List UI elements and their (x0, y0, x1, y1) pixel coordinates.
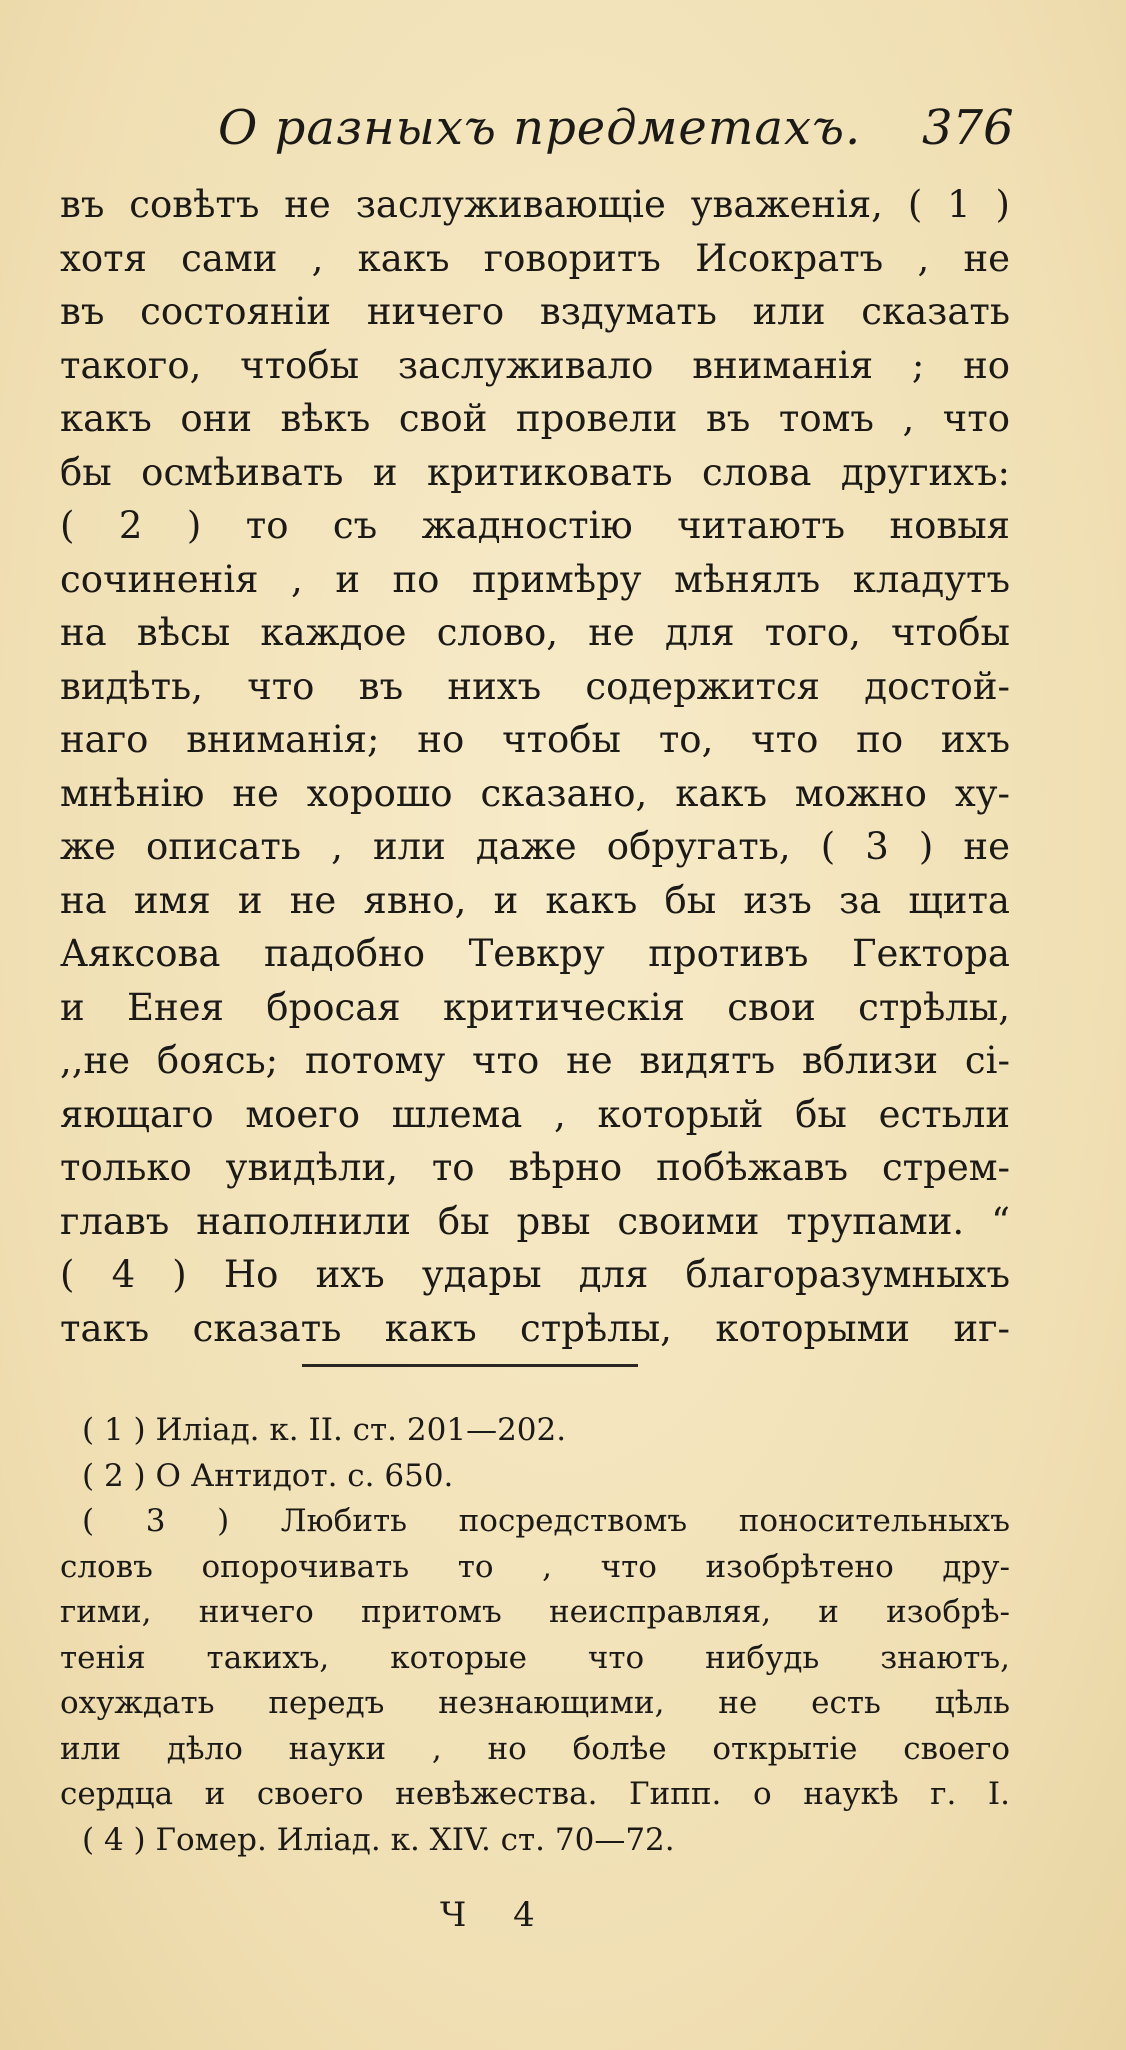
text-line: такого, чтобы заслуживало вниманія ; но (60, 343, 1010, 387)
page-number: 376 (922, 100, 1014, 156)
text-line: такъ сказать какъ стрѣлы, которыми иг- (60, 1306, 1010, 1350)
text-line: Аяксова падобно Тевкру противъ Гектора (60, 932, 1010, 975)
footnote-line: ( 3 ) Любить посредствомъ поносительныхъ (82, 1503, 1010, 1539)
text-line: въ состояніи ничего вздумать или сказать (60, 290, 1010, 333)
footnote-line: словъ опорочивать то , что изобрѣтено дру- (60, 1548, 1010, 1585)
footnote-line: ( 1 ) Иліад. к. II. ст. 201—202. (82, 1412, 567, 1448)
text-line: хотя сами , какъ говоритъ Исократъ , не (60, 236, 1010, 280)
text-line: ( 2 ) то съ жадностію читаютъ новыя (60, 504, 1010, 547)
text-line: бы осмѣивать и критиковать слова другихъ: (60, 450, 1010, 494)
text-line: видѣть, что въ нихъ содержится достой- (60, 664, 1010, 708)
text-line: въ совѣтъ не заслуживающіе уваженія, ( 1 ) (60, 183, 1010, 226)
footnote-line: или дѣло науки , но болѣе открытіе своего (60, 1730, 1010, 1767)
footnote-line: ( 4 ) Гомер. Иліад. к. XIV. ст. 70—72. (82, 1821, 675, 1858)
footnote-line: ( 2 ) О Антидот. с. 650. (82, 1457, 454, 1494)
text-line: на вѣсы каждое слово, не для того, чтобы (60, 611, 1010, 654)
text-line: ( 4 ) Но ихъ удары для благоразумныхъ (60, 1253, 1010, 1296)
running-header (0, 100, 1126, 170)
text-line: наго вниманія; но чтобы то, что по ихъ (60, 718, 1010, 761)
footnote-divider (302, 1364, 638, 1367)
signature-mark: Ч 4 (440, 1895, 553, 1935)
text-line: какъ они вѣкъ свой провели въ томъ , что (60, 397, 1010, 440)
text-line: яющаго моего шлема , который бы естьли (60, 1092, 1010, 1136)
text-line: сочиненія , и по примѣру мѣнялъ кладутъ (60, 557, 1010, 601)
footnote-line: тенія такихъ, которые что нибудь знаютъ, (60, 1639, 1010, 1676)
footnotes (60, 1408, 1010, 1863)
footnote-line: гими, ничего притомъ неисправляя, и изобрѣ- (60, 1594, 1010, 1630)
text-line: же описать , или даже обругать, ( 3 ) не (60, 825, 1010, 868)
text-line: ,,не боясь; потому что не видятъ вблизи сі- (60, 1039, 1010, 1082)
text-line: мнѣнію не хорошо сказано, какъ можно ху- (60, 771, 1010, 815)
text-line: главъ наполнили бы рвы своими трупами. “ (60, 1199, 1010, 1243)
footnote-line: охуждать передъ незнающими, не есть цѣль (60, 1685, 1010, 1721)
main-text (60, 178, 1010, 1355)
text-line: и Енея бросая критическія свои стрѣлы, (60, 985, 1010, 1029)
text-line: на имя и не явно, и какъ бы изъ за щита (60, 878, 1010, 922)
text-line: только увидѣли, то вѣрно побѣжавъ стрем- (60, 1146, 1010, 1189)
footnote-line: сердца и своего невѣжества. Гипп. о наукѣ г. I. (60, 1776, 1010, 1812)
running-title: О разныхъ предметахъ. (218, 100, 862, 156)
